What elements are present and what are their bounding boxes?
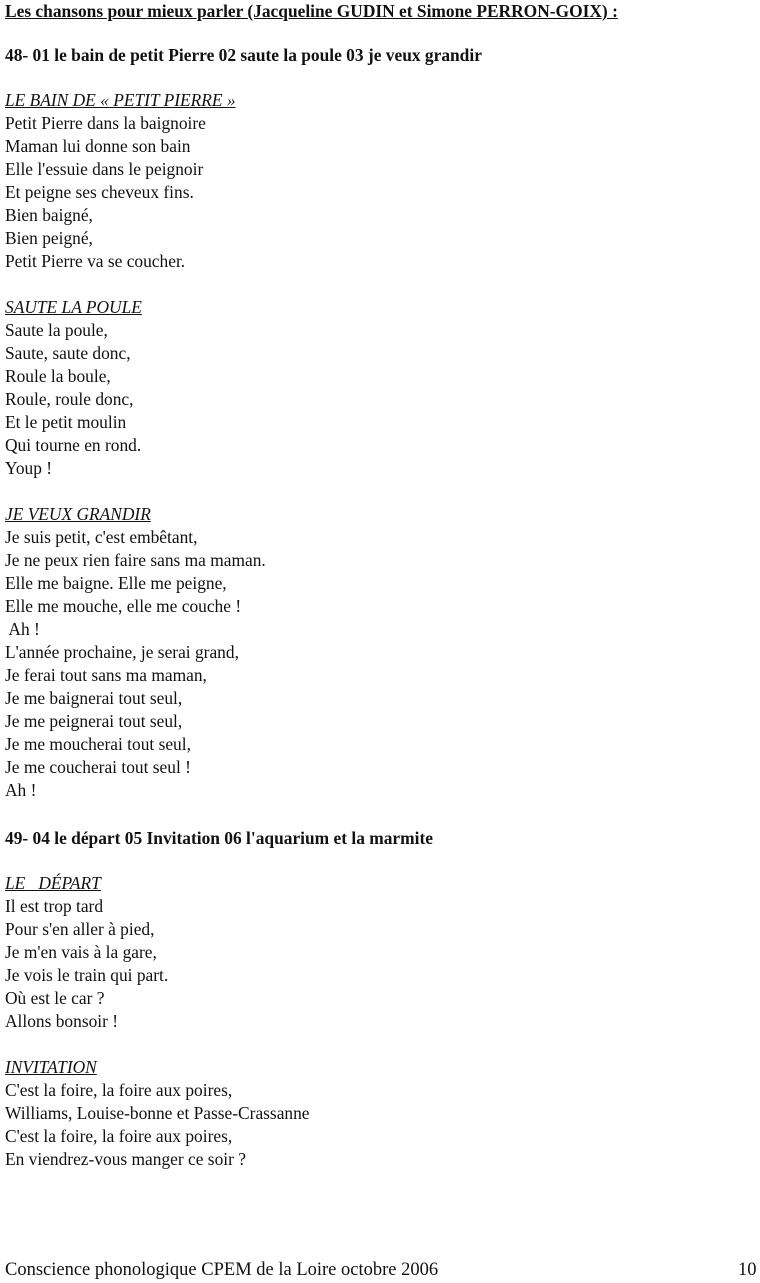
song-line: Je m'en vais à la gare, — [5, 942, 157, 962]
song-line: C'est la foire, la foire aux poires, — [5, 1126, 233, 1146]
section-heading-48: 48- 01 le bain de petit Pierre 02 saute la poule 03 je veux grandir — [5, 45, 482, 65]
page-header: Les chansons pour mieux parler (Jacqueline GUDIN et Simone PERRON-GOIX) : — [5, 1, 618, 21]
song-title-invitation: INVITATION — [5, 1057, 97, 1077]
song-line: Ah ! — [5, 619, 40, 639]
section-heading-49: 49- 04 le départ 05 Invitation 06 l'aquarium et la marmite — [5, 828, 433, 848]
song-line: Roule, roule donc, — [5, 389, 134, 409]
song-line: Petit Pierre dans la baignoire — [5, 113, 206, 133]
page-footer: Conscience phonologique CPEM de la Loire octobre 2006 — [5, 1260, 439, 1280]
song-line: Je ferai tout sans ma maman, — [5, 665, 207, 685]
song-line: Je ne peux rien faire sans ma maman. — [5, 550, 266, 570]
song-line: Ah ! — [5, 780, 37, 800]
song-line: Elle me mouche, elle me couche ! — [5, 596, 242, 616]
song-line: Bien peigné, — [5, 228, 93, 248]
page-number: 10 — [738, 1260, 757, 1280]
song-line: Qui tourne en rond. — [5, 435, 142, 455]
song-title-saute: SAUTE LA POULE — [5, 297, 142, 317]
song-line: Petit Pierre va se coucher. — [5, 251, 186, 271]
song-line: Je me baignerai tout seul, — [5, 688, 183, 708]
song-line: Bien baigné, — [5, 205, 93, 225]
song-line: Allons bonsoir ! — [5, 1011, 119, 1031]
song-line: Je suis petit, c'est embêtant, — [5, 527, 198, 547]
song-line: L'année prochaine, je serai grand, — [5, 642, 239, 662]
song-title-bain: LE BAIN DE « PETIT PIERRE » — [5, 90, 236, 110]
song-line: Je me moucherai tout seul, — [5, 734, 191, 754]
song-line: Je me peignerai tout seul, — [5, 711, 183, 731]
song-line: En viendrez-vous manger ce soir ? — [5, 1149, 246, 1169]
song-line: Il est trop tard — [5, 896, 104, 916]
song-line: Et le petit moulin — [5, 412, 127, 432]
song-line: Saute, saute donc, — [5, 343, 131, 363]
song-line: Et peigne ses cheveux fins. — [5, 182, 194, 202]
song-line: Où est le car ? — [5, 988, 105, 1008]
song-line: Elle me baigne. Elle me peigne, — [5, 573, 227, 593]
song-line: C'est la foire, la foire aux poires, — [5, 1080, 233, 1100]
song-title-depart: LE DÉPART — [5, 873, 101, 893]
song-title-grandir: JE VEUX GRANDIR — [5, 504, 151, 524]
song-line: Williams, Louise-bonne et Passe-Crassanne — [5, 1103, 310, 1123]
song-line: Elle l'essuie dans le peignoir — [5, 159, 204, 179]
song-line: Pour s'en aller à pied, — [5, 919, 155, 939]
song-line: Je me coucherai tout seul ! — [5, 757, 191, 777]
song-line: Roule la boule, — [5, 366, 111, 386]
song-line: Youp ! — [5, 458, 53, 478]
song-line: Saute la poule, — [5, 320, 108, 340]
song-line: Je vois le train qui part. — [5, 965, 169, 985]
song-line: Maman lui donne son bain — [5, 136, 191, 156]
